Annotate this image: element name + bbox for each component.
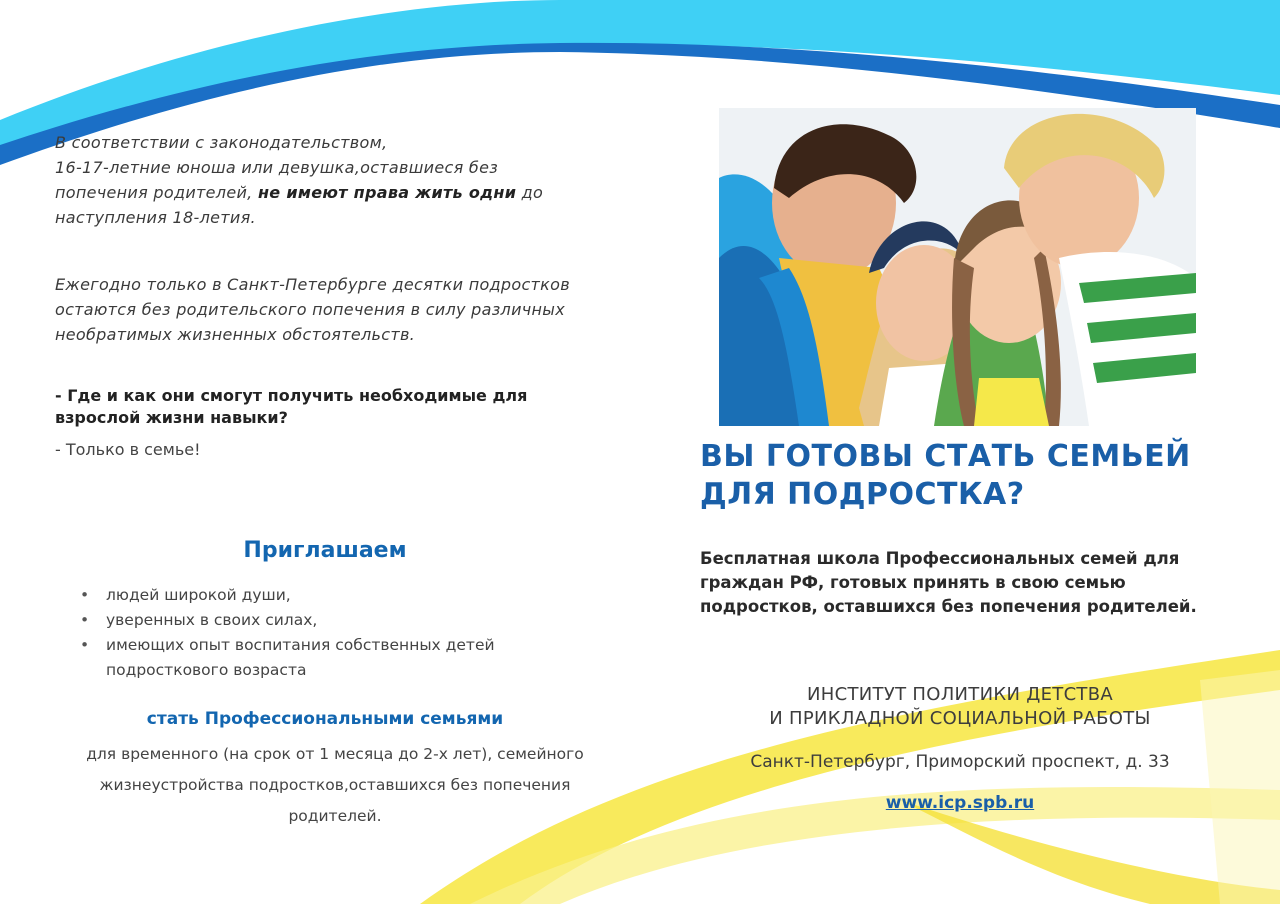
institute-name — [700, 683, 1220, 731]
invite-list-item: • имеющих опыт воспитания собственных детей подросткового возраста — [80, 633, 580, 683]
intro-line-4: наступления 18-летия. — [55, 208, 256, 227]
invite-list — [80, 583, 580, 683]
teenagers-photo — [719, 108, 1196, 426]
orphans-paragraph: Ежегодно только в Санкт-Петербурге десятки подростков остаются без родительского попечения в силу различных необратимых жизненных обстоятельств. — [55, 275, 570, 344]
invite-heading: Приглашаем — [243, 538, 407, 563]
intro-line-3-end: до — [516, 183, 544, 202]
school-description: Бесплатная школа Профессиональных семей для граждан РФ, готовых принять в свою семью подростков, оставшихся без попечения родителей. — [700, 549, 1197, 616]
purpose-text: для временного (на срок от 1 месяца до 2-х лет), семейного жизнеустройства подростков,оставшихся без попечения родителей. — [86, 745, 584, 825]
institute-line-2: И ПРИКЛАДНОЙ СОЦИАЛЬНОЙ РАБОТЫ — [769, 708, 1151, 729]
address: Санкт-Петербург, Приморский проспект, д. 33 — [750, 752, 1170, 772]
become-professional-label: стать Профессиональными семьями — [146, 709, 504, 729]
intro-paragraph — [55, 130, 615, 230]
headline: ВЫ ГОТОВЫ СТАТЬ СЕМЬЕЙ ДЛЯ ПОДРОСТКА? — [700, 439, 1191, 512]
intro-emphasis: не имеют права жить одни — [257, 183, 517, 202]
institute-line-1: ИНСТИТУТ ПОЛИТИКИ ДЕТСТВА — [807, 684, 1113, 705]
family-answer: - Только в семье! — [55, 440, 201, 459]
invite-list-item: • уверенных в своих силах, — [80, 608, 580, 633]
skills-question: - Где и как они смогут получить необходимые для взрослой жизни навыки? — [55, 386, 528, 427]
website-link[interactable]: www.icp.spb.ru — [885, 793, 1035, 813]
intro-line-1: В соответствии с законодательством, — [55, 133, 388, 152]
intro-line-3-start: попечения родителей, — [55, 183, 258, 202]
intro-line-3 — [55, 180, 615, 205]
intro-line-2: 16-17-летние юноша или девушка,оставшиеся без — [55, 158, 499, 177]
invite-list-item: • людей широкой души, — [80, 583, 580, 608]
